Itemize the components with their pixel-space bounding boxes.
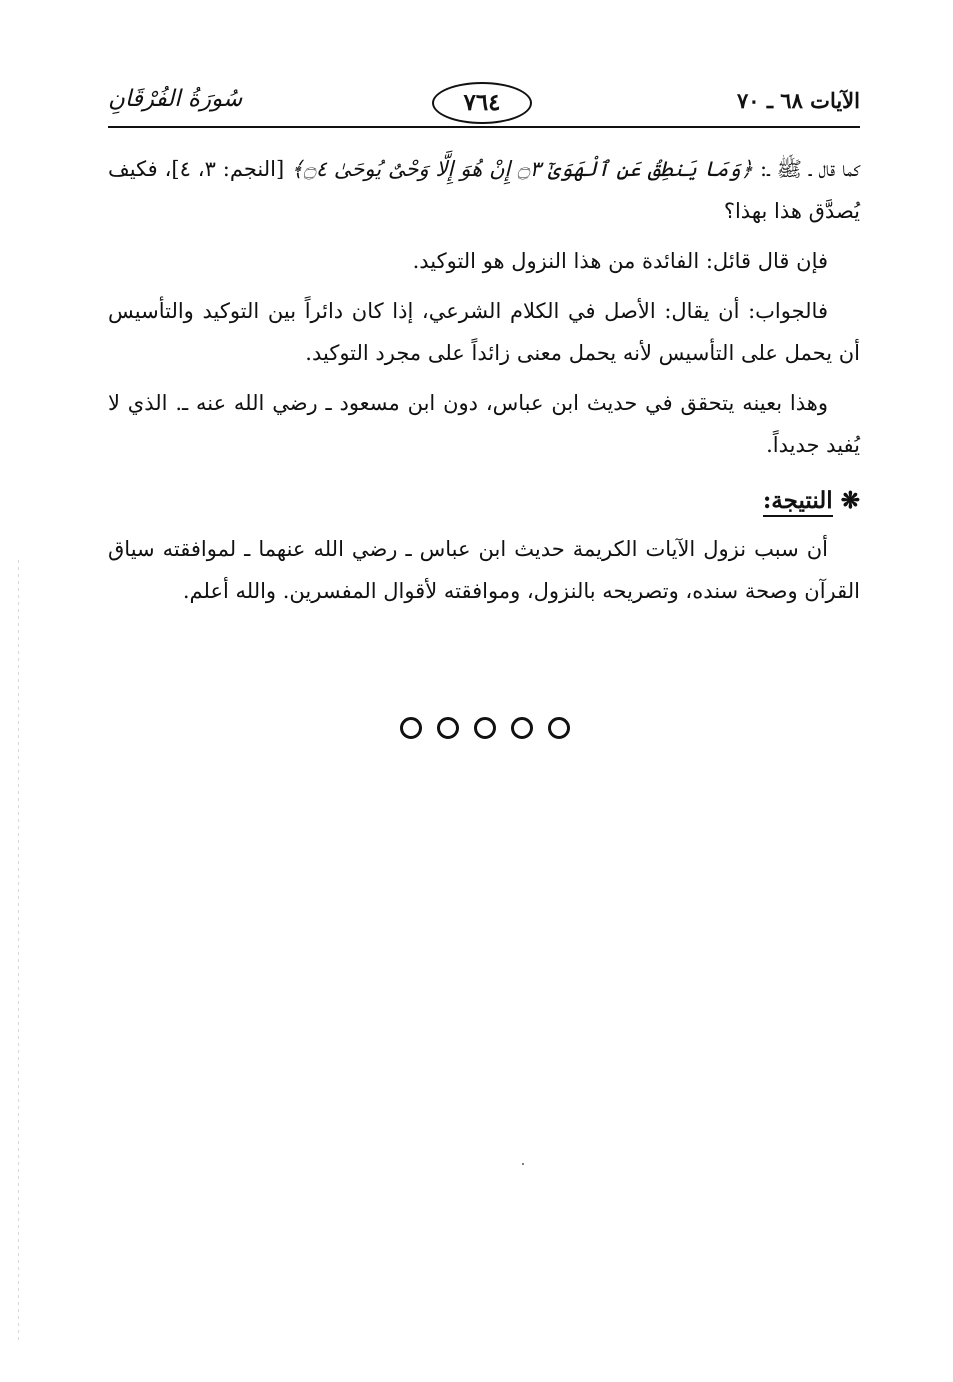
- scan-speck: [522, 1163, 524, 1165]
- header-divider: [108, 126, 860, 128]
- star-bullet-icon: ❋: [840, 487, 860, 514]
- surah-name-title: سُورَةُ الفُرْقَانِ: [108, 86, 243, 112]
- paragraph-objection: فإن قال قائل: الفائدة من هذا النزول هو التوكيد.: [412, 249, 828, 273]
- scan-edge-mark: [18, 560, 19, 1340]
- quote-lead: كما قال ـ ﷺ ـ:: [753, 157, 861, 181]
- verse-reference: [النجم: ٣، ٤]، فكيف يُصدَّق هذا بهذا؟: [108, 157, 860, 223]
- page-header: [108, 82, 860, 130]
- paragraph-conclusion-note: وهذا بعينه يتحقق في حديث ابن عباس، دون ابن مسعود ـ رضي الله عنه ـ. الذي لا يُفيد جديداً.: [108, 391, 860, 457]
- paragraph-answer: فالجواب: أن يقال: الأصل في الكلام الشرعي، إذا كان دائراً بين التوكيد والتأسيس أن يحمل على التأسيس لأنه يحمل معنى زائداً على مجرد التوكيد.: [108, 299, 860, 365]
- section-heading: [108, 480, 860, 522]
- verses-range-label: الآيات ٦٨ ـ ٧٠: [736, 88, 860, 113]
- ornament-circle-icon: [474, 717, 496, 739]
- section-end-ornament: [400, 716, 570, 740]
- quran-verse: ﴿وَمَا يَنطِقُ عَنِ ٱلْهَوَىٰٓ ۝٣ إِنْ هُوَ إِلَّا وَحْىٌ يُوحَىٰ ۝٤﴾: [291, 157, 754, 181]
- page-number-badge: ٧٦٤: [432, 82, 532, 124]
- ornament-circle-icon: [437, 717, 459, 739]
- paragraph-result: أن سبب نزول الآيات الكريمة حديث ابن عباس ـ رضي الله عنهما ـ لموافقته سياق القرآن وصحة سنده، وتصريحه بالنزول، وموافقته لأقوال المفسرين. والله أعلم.: [108, 537, 860, 603]
- ornament-circle-icon: [511, 717, 533, 739]
- page-body: [108, 148, 860, 620]
- ornament-circle-icon: [400, 717, 422, 739]
- ornament-circle-icon: [548, 717, 570, 739]
- section-heading-label: النتيجة:: [763, 487, 833, 517]
- paragraph-quote: [108, 148, 860, 232]
